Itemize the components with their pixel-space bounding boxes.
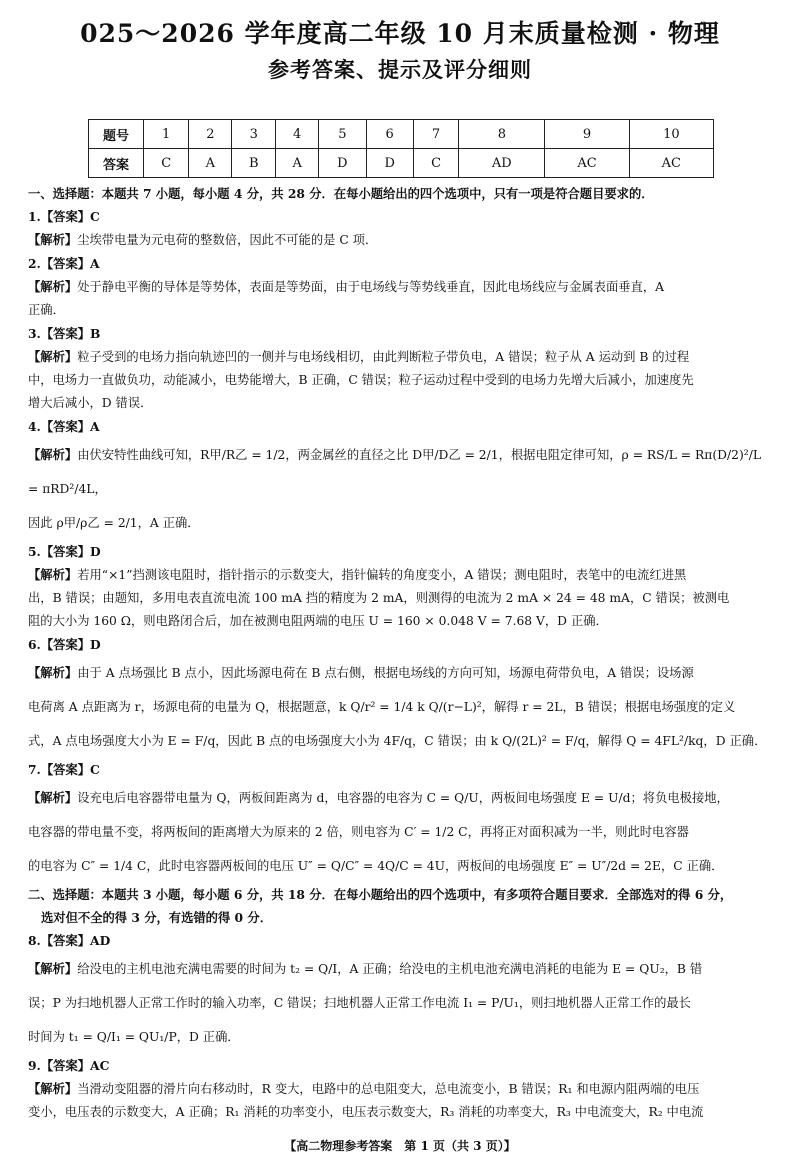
analysis-line: 电容器的带电量不变，将两板间的距离增大为原来的 2 倍，则电容为 C′ = 1/2 C，再将正对面积减为一半，则此时电容器 — [28, 825, 689, 839]
table-cell-answer: A — [189, 149, 232, 178]
analysis-line: 的电容为 C″ = 1/4 C，此时电容器两板间的电压 U″ = Q/C″ = 4Q/C = 4U，两板间的电场强度 E″ = U″/2d = 2E，C 正确． — [28, 859, 724, 873]
table-cell-number: 8 — [459, 120, 545, 149]
question-3-analysis — [28, 345, 774, 415]
answer-value: C — [90, 762, 100, 777]
analysis-label: 【解析】 — [28, 790, 78, 805]
analysis-line: 变小，电压表的示数变大，A 正确；R₁ 消耗的功率变小，电压表示数变大，R₃ 消耗的功率变大，R₃ 中电流变大，R₂ 中电流 — [28, 1105, 704, 1119]
answer-table-answer-row — [89, 149, 714, 178]
question-6-analysis — [28, 656, 774, 758]
question-4-answer — [28, 415, 774, 438]
table-cell-number: 2 — [189, 120, 232, 149]
answer-label: 【答案】 — [40, 209, 91, 224]
analysis-line: 处于静电平衡的导体是等势体，表面是等势面，由于电场线与等势线垂直，因此电场线应与金属表面垂直，A — [77, 280, 665, 294]
question-number: 1. — [28, 209, 41, 224]
question-7-analysis — [28, 781, 774, 883]
analysis-line: 因此 ρ甲/ρ乙 = 2/1，A 正确． — [28, 516, 200, 530]
analysis-line: 当滑动变阻器的滑片向右移动时，R 变大，电路中的总电阻变大，总电流变小，B 错误；R₁ 和电源内阻两端的电压 — [77, 1082, 700, 1096]
analysis-line: 给没电的主机电池充满电需要的时间为 t₂ = Q/I，A 正确；给没电的主机电池充满电消耗的电能为 E = QU₂，B 错 — [77, 962, 703, 976]
answer-value: AC — [90, 1058, 110, 1073]
question-6-answer — [28, 633, 774, 656]
question-3-answer — [28, 322, 774, 345]
answer-value: A — [90, 419, 100, 434]
analysis-label: 【解析】 — [28, 567, 78, 582]
question-1-analysis — [28, 228, 774, 252]
table-header-number: 题号 — [89, 120, 144, 149]
table-cell-answer: AD — [459, 149, 545, 178]
question-number: 6. — [28, 637, 41, 652]
table-cell-answer: AC — [629, 149, 713, 178]
table-cell-answer: AC — [545, 149, 629, 178]
table-cell-answer: D — [319, 149, 366, 178]
question-number: 8. — [28, 933, 41, 948]
answer-value: D — [90, 544, 101, 559]
section-2-title — [28, 883, 774, 929]
question-5-analysis — [28, 563, 774, 633]
table-cell-number: 3 — [232, 120, 276, 149]
question-4-analysis — [28, 438, 774, 540]
question-8-analysis — [28, 952, 774, 1054]
page-footer: 【高二物理参考答案 第 1 页（共 3 页）】 — [284, 1139, 516, 1153]
analysis-line: 由于 A 点场强比 B 点小，因此场源电荷在 B 点右侧，根据电场线的方向可知，场源电荷带负电，A 错误；设场源 — [77, 666, 694, 680]
question-number: 3. — [28, 326, 41, 341]
table-cell-number: 1 — [144, 120, 189, 149]
analysis-label: 【解析】 — [28, 961, 78, 976]
answer-value: AD — [90, 933, 111, 948]
answer-label: 【答案】 — [40, 637, 91, 652]
analysis-line: 由伏安特性曲线可知，R甲/R乙 = 1/2，两金属丝的直径之比 D甲/D乙 = 2/1，根据电阻定律可知，ρ = RS/L = Rπ(D/2)²/L = πRD²/4L， — [28, 448, 762, 496]
document-subtitle: 参考答案、提示及评分细则 — [268, 57, 532, 82]
table-cell-answer: C — [413, 149, 458, 178]
analysis-line: 粒子受到的电场力指向轨迹凹的一侧并与电场线相切，由此判断粒子带负电，A 错误；粒子从 A 运动到 B 的过程 — [77, 350, 690, 364]
table-header-answer: 答案 — [89, 149, 144, 178]
table-cell-number: 5 — [319, 120, 366, 149]
section-2-title-line: 二、选择题：本题共 3 小题，每小题 6 分，共 18 分．在每小题给出的四个选项中，有多项符合题目要求．全部选对的得 6 分， — [28, 887, 733, 902]
table-cell-number: 6 — [366, 120, 413, 149]
answer-label: 【答案】 — [40, 326, 91, 341]
answer-label: 【答案】 — [40, 762, 91, 777]
analysis-line: 阻的大小为 160 Ω，则电路闭合后，加在被测电阻两端的电压 U = 160 × 0.048 V = 7.68 V，D 正确． — [28, 614, 608, 628]
table-cell-number: 9 — [545, 120, 629, 149]
answer-table-number-row — [89, 120, 714, 149]
analysis-line: 式，A 点电场强度大小为 E = F/q，因此 B 点的电场强度大小为 4F/q，C 错误；由 k Q/(2L)² = F/q，解得 Q = 4FL²/kq，D 正确． — [28, 734, 767, 748]
analysis-label: 【解析】 — [28, 349, 78, 364]
answer-label: 【答案】 — [40, 256, 91, 271]
section-2-title-line: 选对但不全的得 3 分，有选错的得 0 分． — [41, 910, 272, 925]
analysis-line: 尘埃带电量为元电荷的整数倍，因此不可能的是 C 项． — [77, 233, 378, 247]
answer-value: C — [90, 209, 100, 224]
question-number: 4. — [28, 419, 41, 434]
table-cell-answer: A — [276, 149, 319, 178]
analysis-line: 设充电后电容器带电量为 Q，两板间距离为 d，电容器的电容为 C = Q/U，两板间电场强度 E = U/d；将负电极接地， — [77, 791, 729, 805]
question-2-analysis — [28, 275, 774, 322]
question-9-answer — [28, 1054, 774, 1077]
analysis-line: 时间为 t₁ = Q/I₁ = QU₁/P，D 正确． — [28, 1030, 240, 1044]
analysis-label: 【解析】 — [28, 447, 78, 462]
question-7-answer — [28, 758, 774, 781]
question-9-analysis — [28, 1077, 774, 1124]
question-5-answer — [28, 540, 774, 563]
analysis-label: 【解析】 — [28, 279, 78, 294]
answer-value: D — [90, 637, 101, 652]
question-number: 7. — [28, 762, 41, 777]
analysis-line: 误；P 为扫地机器人正常工作时的输入功率，C 错误；扫地机器人正常工作电流 I₁ = P/U₁，则扫地机器人正常工作的最长 — [28, 996, 691, 1010]
question-number: 2. — [28, 256, 41, 271]
analysis-line: 出，B 错误；由题知，多用电表直流电流 100 mA 挡的精度为 2 mA，则测得的电流为 2 mA × 24 = 48 mA，C 错误；被测电 — [28, 591, 730, 605]
table-cell-answer: D — [366, 149, 413, 178]
answer-value: B — [90, 326, 101, 341]
question-number: 5. — [28, 544, 41, 559]
answer-table — [88, 119, 714, 178]
analysis-line: 若用“×1”挡测该电阻时，指针指示的示数变大，指针偏转的角度变小，A 错误；测电阻时，表笔中的电流红进黑 — [77, 568, 687, 582]
analysis-line: 增大后减小，D 错误． — [28, 396, 153, 410]
analysis-label: 【解析】 — [28, 1081, 78, 1096]
answer-label: 【答案】 — [40, 933, 91, 948]
table-cell-number: 10 — [629, 120, 713, 149]
answer-value: A — [90, 256, 100, 271]
table-cell-answer: C — [144, 149, 189, 178]
answer-content — [28, 182, 774, 1124]
analysis-label: 【解析】 — [28, 665, 78, 680]
question-number: 9. — [28, 1058, 41, 1073]
question-2-answer — [28, 252, 774, 275]
table-cell-number: 4 — [276, 120, 319, 149]
question-1-answer — [28, 205, 774, 228]
analysis-line: 电荷离 A 点距离为 r，场源电荷的电量为 Q，根据题意，k Q/r² = 1/4 k Q/(r−L)²，解得 r = 2L，B 错误；根据电场强度的定义 — [28, 700, 736, 714]
table-cell-answer: B — [232, 149, 276, 178]
analysis-line: 中，电场力一直做负功，动能减小，电势能增大，B 正确，C 错误；粒子运动过程中受到的电场力先增大后减小，加速度先 — [28, 373, 694, 387]
document-title: 025～2026 学年度高二年级 10 月末质量检测 · 物理 — [80, 19, 720, 48]
question-8-answer — [28, 929, 774, 952]
section-1-title: 一、选择题：本题共 7 小题，每小题 4 分，共 28 分．在每小题给出的四个选项中，只有一项是符合题目要求的． — [28, 186, 654, 201]
answer-label: 【答案】 — [40, 419, 91, 434]
answer-label: 【答案】 — [40, 544, 91, 559]
answer-label: 【答案】 — [40, 1058, 91, 1073]
analysis-label: 【解析】 — [28, 232, 78, 247]
table-cell-number: 7 — [413, 120, 458, 149]
analysis-line: 正确． — [28, 303, 65, 317]
